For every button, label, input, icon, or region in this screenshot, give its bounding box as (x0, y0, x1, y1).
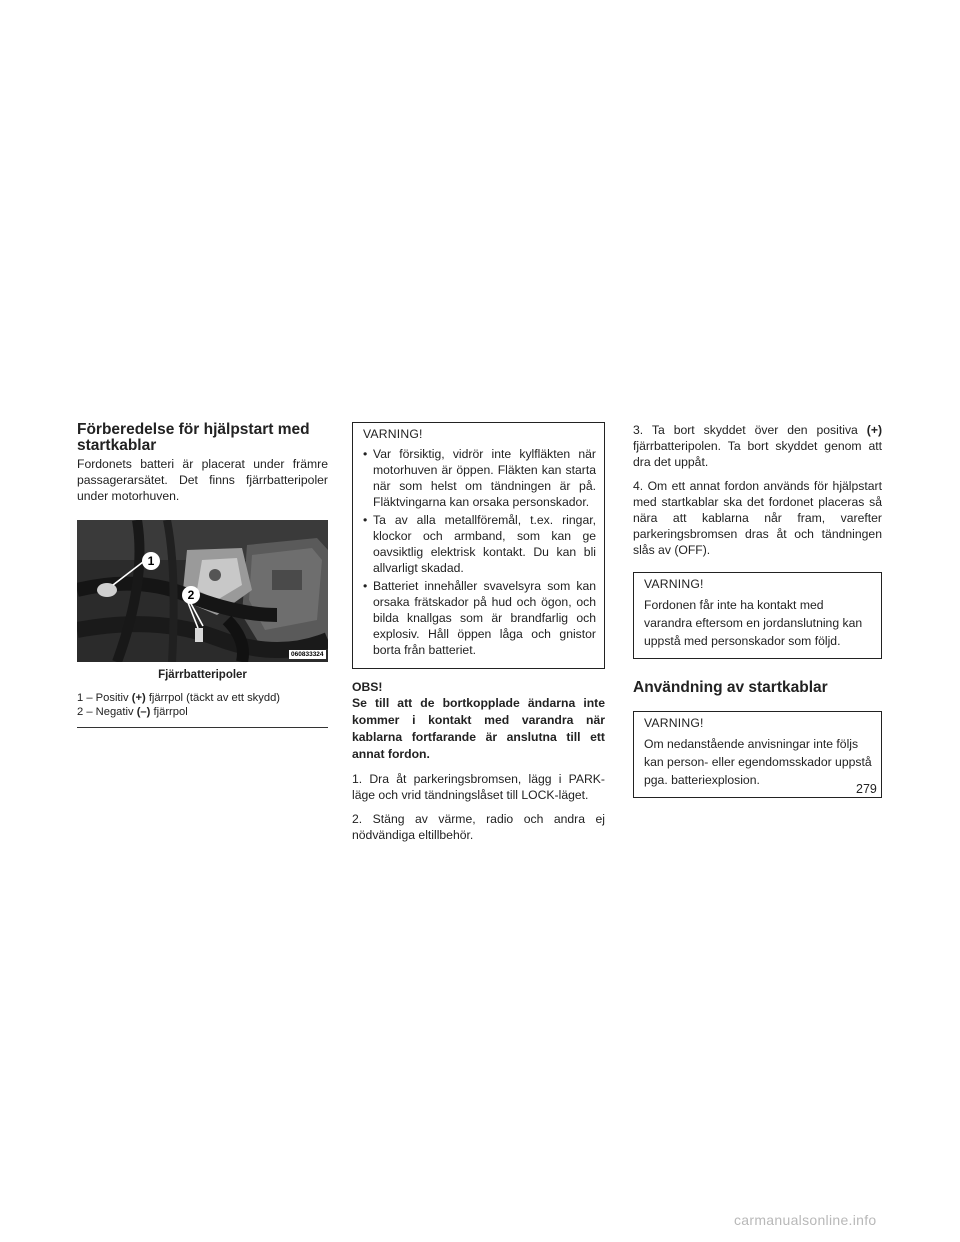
warning-bullet: • Batteriet innehåller svavelsyra som kan orsaka frätskador på hud och ögon, och bilda knallgas som är brandfarlig och explosiv. Håll öppen låga och gnistor borta från batteriet. (363, 579, 596, 657)
figure-code-label: 060833324 (291, 651, 324, 658)
engine-bay-illustration (77, 520, 328, 662)
obs-title: OBS! (352, 680, 383, 694)
warning-bullet: • Ta av alla metallföremål, t.ex. ringar, klockor och armband, som kan ge oavsiktlig elektrisk kontakt. Du kan bli allvarligt skadad. (363, 513, 596, 575)
intro-paragraph: Fordonets batteri är placerat under främre passagerarsätet. Det finns fjärrbatteripoler under motorhuven. (77, 457, 328, 503)
warning-title: VARNING! (363, 427, 423, 441)
legend-item-1: 1 – Positiv (+) fjärrpol (täckt av ett skydd) (77, 692, 281, 704)
figure-legend (77, 691, 328, 719)
column-middle (352, 422, 605, 843)
section-title-usage: Användning av startkablar (633, 679, 828, 696)
figure-caption: Fjärrbatteripoler (158, 669, 247, 681)
step-2: 2. Stäng av värme, radio och andra ej nödvändiga eltillbehör. (352, 812, 605, 842)
warning-box-explosion (633, 711, 882, 798)
warning-title: VARNING! (644, 577, 704, 591)
step-3: 3. Ta bort skyddet över den positiva (+) fjärrbatteripolen. Ta bort skyddet genom att dra det uppåt. (633, 423, 883, 469)
watermark: carmanualsonline.info (734, 1212, 877, 1228)
legend-divider (77, 727, 328, 728)
warning-box-fan (352, 422, 605, 669)
column-right (633, 422, 882, 798)
step-4: 4. Om ett annat fordon används för hjälpstart med startkablar ska det fordonet placeras så nära att kablarna når fram, varefter parkeringsbromsen dras åt och tändningen slås av (OFF). (633, 479, 882, 557)
warning-box-contact (633, 572, 882, 659)
warning-bullet-list (363, 446, 596, 658)
section-title-preparation: Förberedelse för hjälpstart med startkablar (77, 421, 310, 454)
callout-2-badge: 2 (182, 586, 200, 604)
step-1: 1. Dra åt parkeringsbromsen, lägg i PARK-läge och vrid tändningslåset till LOCK-läget. (352, 772, 605, 802)
obs-text: Se till att de bortkopplade ändarna inte kommer i kontakt med varandra när kablarna fortfarande är anslutna till ett annat fordon. (352, 696, 605, 761)
warning-title: VARNING! (644, 716, 704, 730)
warning-text: Fordonen får inte ha kontakt med varandra eftersom en jordanslutning kan uppstå med personskador som följd. (644, 598, 863, 648)
engine-bay-photo (77, 520, 328, 662)
warning-bullet: • Var försiktig, vidrör inte kylfläkten när motorhuven är öppen. Fläkten kan starta när som helst om tändningen är på. Fläktvingarna kan orsaka personskador. (363, 447, 596, 509)
legend-item-2: 2 – Negativ (–) fjärrpol (77, 706, 188, 718)
warning-text: Om nedanstående anvisningar inte följs kan person- eller egendomsskador uppstå pga. batteriexplosion. (644, 737, 872, 787)
page-number: 279 (856, 782, 877, 796)
column-left (77, 422, 328, 728)
callout-1-badge: 1 (142, 552, 160, 570)
